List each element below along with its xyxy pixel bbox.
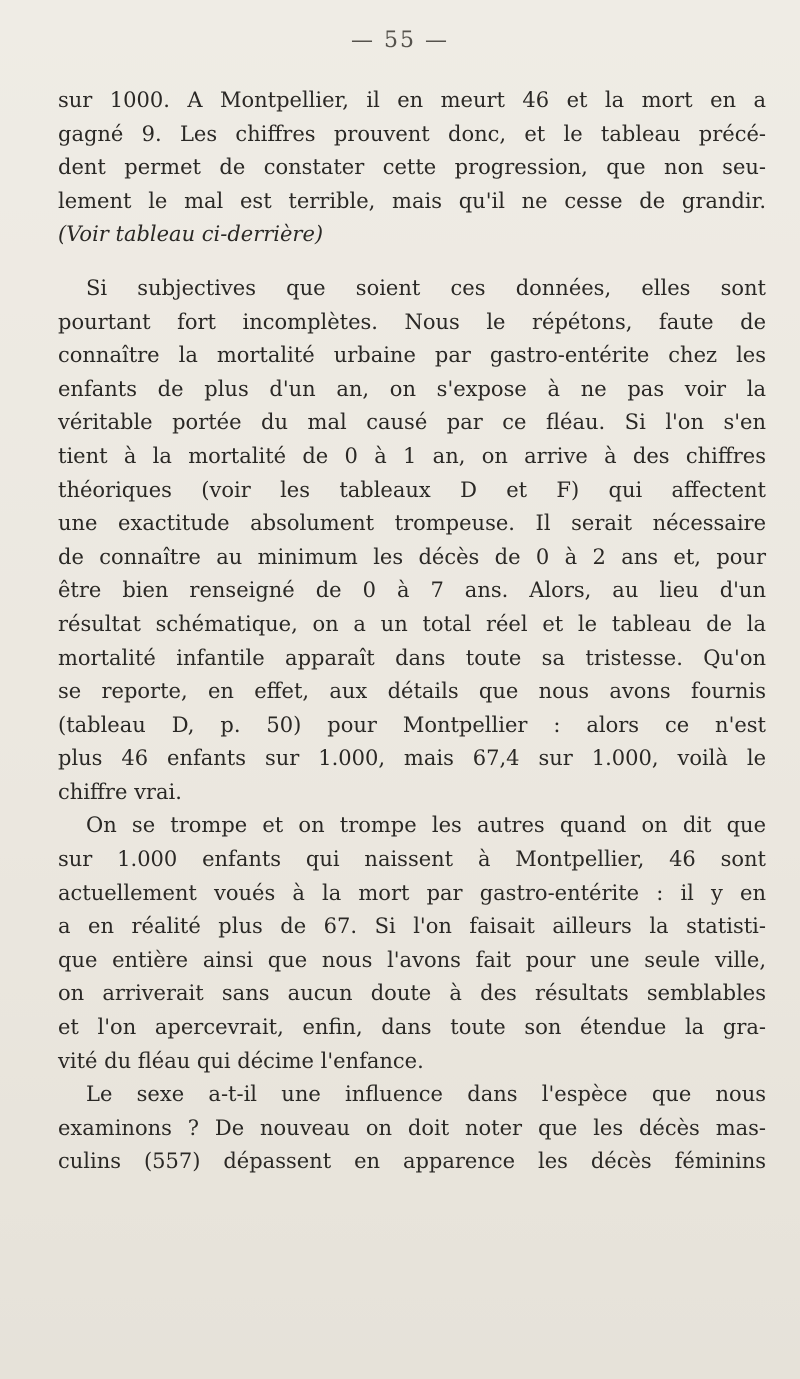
text-line: sur 1000. A Montpellier, il en meurt 46 et la mort en a xyxy=(58,88,766,112)
text-line: on arriverait sans aucun doute à des résultats semblables xyxy=(58,981,766,1006)
text-line: résultat schématique, on a un total réel et le tableau de la xyxy=(58,611,766,636)
text-line: pourtant fort incomplètes. Nous le répétons, faute de xyxy=(58,309,766,334)
text-line: Si subjectives que soient ces données, elles sont xyxy=(86,275,766,300)
paragraph-1 xyxy=(58,84,766,252)
text-line: gagné 9. Les chiffres prouvent donc, et le tableau précé- xyxy=(58,121,766,146)
text-line: enfants de plus d'un an, on s'expose à ne pas voir la xyxy=(58,376,766,401)
text-line: mortalité infantile apparaît dans toute sa tristesse. Qu'on xyxy=(58,645,766,670)
text-line: se reporte, en effet, aux détails que nous avons fournis xyxy=(58,679,766,704)
text-line: et l'on apercevrait, enfin, dans toute son étendue la gra- xyxy=(58,1015,766,1040)
text-line: lement le mal est terrible, mais qu'il ne cesse de grandir. xyxy=(58,188,766,213)
table-reference-note: (Voir tableau ci-derrière) xyxy=(58,222,324,247)
text-line: (tableau D, p. 50) pour Montpellier : alors ce n'est xyxy=(58,712,766,737)
page-number: — 55 — xyxy=(351,28,449,53)
text-line: On se trompe et on trompe les autres quand on dit que xyxy=(86,813,766,838)
text-line: dent permet de constater cette progression, que non seu- xyxy=(58,155,766,180)
paragraph-4 xyxy=(58,1078,766,1179)
text-line: que entière ainsi que nous l'avons fait pour une seule ville, xyxy=(58,947,766,972)
text-line: a en réalité plus de 67. Si l'on faisait ailleurs la statisti- xyxy=(58,914,766,939)
text-line: examinons ? De nouveau on doit noter que les décès mas- xyxy=(58,1115,766,1140)
text-line: connaître la mortalité urbaine par gastro-entérite chez les xyxy=(58,343,766,368)
text-line: une exactitude absolument trompeuse. Il serait nécessaire xyxy=(58,511,766,536)
paragraph-3 xyxy=(58,809,766,1078)
text-line: actuellement voués à la mort par gastro-entérite : il y en xyxy=(58,880,766,905)
text-line: théoriques (voir les tableaux D et F) qui affectent xyxy=(58,477,766,502)
text-line: Le sexe a-t-il une influence dans l'espèce que nous xyxy=(86,1082,766,1107)
text-line: sur 1.000 enfants qui naissent à Montpellier, 46 sont xyxy=(58,847,766,872)
text-line: chiffre vrai. xyxy=(58,779,182,804)
text-line: être bien renseigné de 0 à 7 ans. Alors, au lieu d'un xyxy=(58,578,766,603)
text-line: tient à la mortalité de 0 à 1 an, on arrive à des chiffres xyxy=(58,443,766,468)
text-line: culins (557) dépassent en apparence les décès féminins xyxy=(58,1149,766,1174)
paragraph-2 xyxy=(58,272,766,810)
text-line: plus 46 enfants sur 1.000, mais 67,4 sur 1.000, voilà le xyxy=(58,746,766,771)
text-line: de connaître au minimum les décès de 0 à 2 ans et, pour xyxy=(58,544,766,569)
text-line: véritable portée du mal causé par ce fléau. Si l'on s'en xyxy=(58,410,766,435)
body-text xyxy=(58,84,766,1179)
text-line: vité du fléau qui décime l'enfance. xyxy=(58,1048,424,1073)
